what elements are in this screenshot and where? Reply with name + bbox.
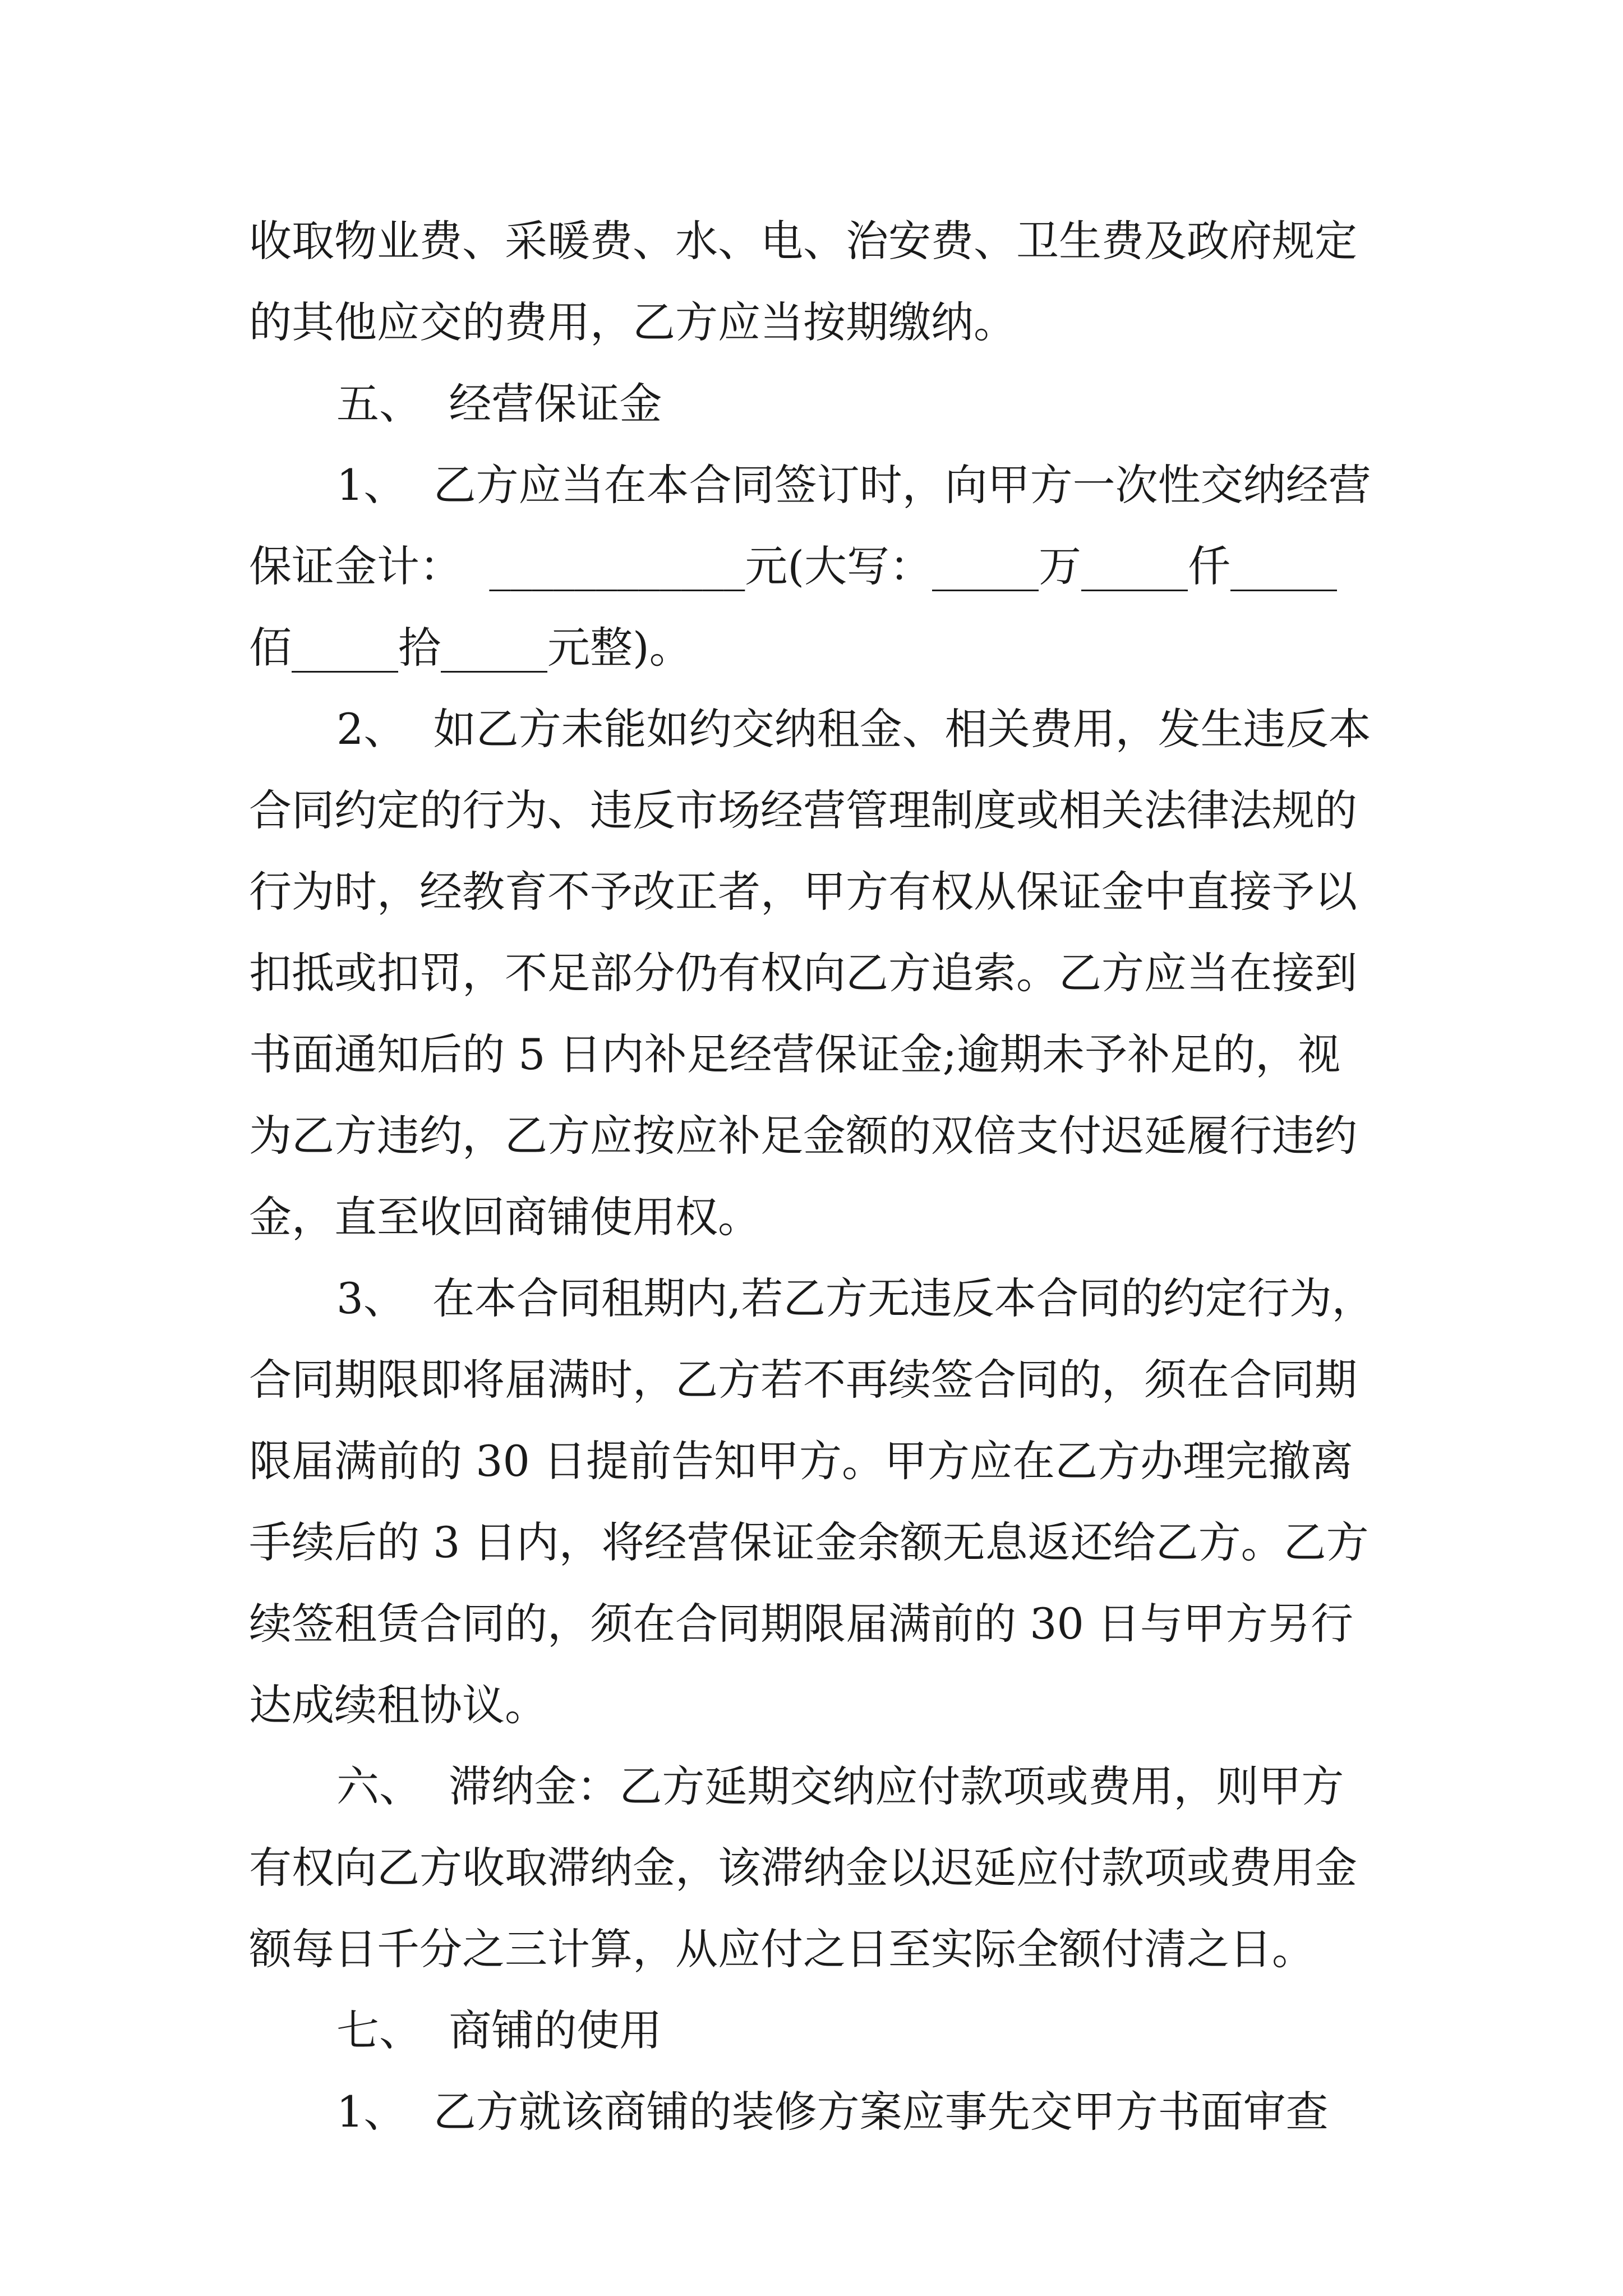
text-line-19 bbox=[0, 1663, 1623, 1747]
text-line-1-text: 收取物业费、采暖费、水、电、治安费、卫生费及政府规定 bbox=[249, 216, 1357, 266]
text-line-15-text: 合同期限即将届满时，乙方若不再续签合同的，须在合同期 bbox=[249, 1355, 1357, 1405]
text-line-6-text: 佰_____拾_____元整)。 bbox=[249, 623, 692, 673]
text-line-12 bbox=[0, 1094, 1623, 1178]
text-line-10-text: 扣抵或扣罚，不足部分仍有权向乙方追索。乙方应当在接到 bbox=[249, 948, 1357, 998]
text-line-8-text: 合同约定的行为、违反市场经营管理制度或相关法律法规的 bbox=[249, 785, 1357, 835]
text-line-2 bbox=[0, 280, 1623, 365]
text-line-4 bbox=[0, 443, 1623, 527]
text-line-16-text: 限届满前的 30 日提前告知甲方。甲方应在乙方办理完撤离 bbox=[249, 1436, 1354, 1486]
text-line-11-text: 书面通知后的 5 日内补足经营保证金;逾期未予补足的，视 bbox=[249, 1029, 1341, 1079]
text-line-8 bbox=[0, 769, 1623, 853]
text-line-9-text: 行为时，经教育不予改正者，甲方有权从保证金中直接予以 bbox=[249, 867, 1357, 917]
text-line-22 bbox=[0, 1907, 1623, 1991]
section-heading-5-text: 五、 经营保证金 bbox=[336, 379, 662, 429]
text-line-13 bbox=[0, 1175, 1623, 1259]
text-line-5-text: 保证金计： ____________元(大写：_____万_____仟_____ bbox=[249, 541, 1337, 591]
text-line-17 bbox=[0, 1501, 1623, 1585]
text-line-6 bbox=[0, 606, 1623, 690]
text-line-17-text: 手续后的 3 日内，将经营保证金余额无息返还给乙方。乙方 bbox=[249, 1517, 1369, 1567]
text-line-22-text: 额每日千分之三计算，从应付之日至实际全额付清之日。 bbox=[249, 1924, 1315, 1974]
text-line-10 bbox=[0, 931, 1623, 1015]
text-line-14-text: 3、 在本合同租期内,若乙方无违反本合同的约定行为， bbox=[336, 1273, 1374, 1323]
text-line-11 bbox=[0, 1013, 1623, 1097]
text-line-13-text: 金，直至收回商铺使用权。 bbox=[249, 1192, 760, 1242]
section-heading-6-text: 六、 滞纳金：乙方延期交纳应付款项或费用，则甲方 bbox=[336, 1761, 1344, 1811]
text-line-14 bbox=[0, 1257, 1623, 1341]
text-line-24-text: 1、 乙方就该商铺的装修方案应事先交甲方书面审查 bbox=[336, 2087, 1329, 2137]
text-line-21-text: 有权向乙方收取滞纳金，该滞纳金以迟延应付款项或费用金 bbox=[249, 1843, 1357, 1893]
text-line-7 bbox=[0, 687, 1623, 771]
text-line-4-text: 1、 乙方应当在本合同签订时，向甲方一次性交纳经营 bbox=[336, 460, 1371, 510]
text-line-2-text: 的其他应交的费用，乙方应当按期缴纳。 bbox=[249, 297, 1016, 347]
text-line-16 bbox=[0, 1419, 1623, 1503]
section-heading-5 bbox=[0, 362, 1623, 446]
text-line-7-text: 2、 如乙方未能如约交纳租金、相关费用，发生违反本 bbox=[336, 704, 1371, 754]
text-line-18-text: 续签租赁合同的，须在合同期限届满前的 30 日与甲方另行 bbox=[249, 1599, 1354, 1649]
text-line-24 bbox=[0, 2070, 1623, 2154]
text-line-5 bbox=[0, 524, 1623, 609]
text-line-12-text: 为乙方违约，乙方应按应补足金额的双倍支付迟延履行违约 bbox=[249, 1111, 1357, 1161]
section-heading-7 bbox=[0, 1989, 1623, 2073]
text-line-18 bbox=[0, 1582, 1623, 1666]
text-line-21 bbox=[0, 1826, 1623, 1910]
text-line-1 bbox=[0, 199, 1623, 283]
text-line-15 bbox=[0, 1338, 1623, 1422]
section-heading-7-text: 七、 商铺的使用 bbox=[336, 2005, 662, 2055]
section-heading-6 bbox=[0, 1745, 1623, 1829]
text-line-19-text: 达成续租协议。 bbox=[249, 1680, 547, 1730]
text-line-9 bbox=[0, 850, 1623, 934]
